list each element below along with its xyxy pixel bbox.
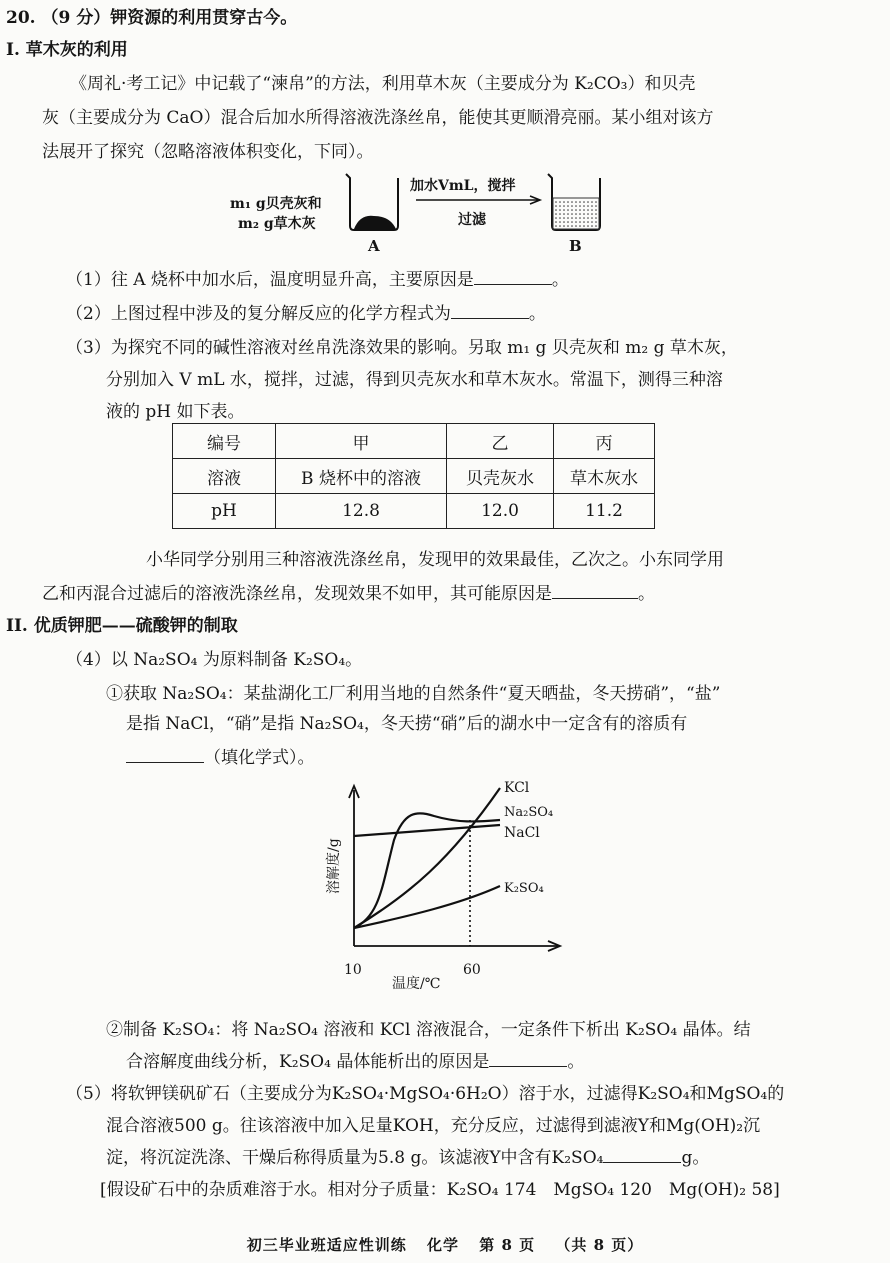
q5-line-3 [106, 1146, 709, 1170]
q2 [66, 302, 546, 326]
q3-line-3: 液的 pH 如下表。 [106, 402, 245, 422]
q2-text: （2）上图过程中涉及的复分解反应的化学方程式为 [66, 304, 451, 324]
q4-sub1-line-3 [126, 746, 315, 770]
arrow-top-label: 加水VmL，搅拌 [410, 178, 516, 194]
beaker-b-label: B [569, 237, 582, 255]
after-table-line-2 [42, 582, 655, 606]
intro-line-3: 法展开了探究（忽略溶液体积变化，下同）。 [42, 142, 374, 162]
footer-exam: 初三毕业班适应性训练 [246, 1236, 407, 1254]
q2-answer-blank[interactable] [451, 302, 529, 319]
section2-heading: II. 优质钾肥——硫酸钾的制取 [6, 616, 238, 636]
table-row [173, 459, 655, 494]
series-line-nacl [354, 825, 500, 836]
q4-sub2-end: 。 [567, 1052, 585, 1072]
q3-answer-blank[interactable] [552, 582, 638, 599]
section1-heading: I. 草木灰的利用 [6, 40, 128, 60]
q1 [66, 268, 569, 292]
table-cell: 甲 [276, 424, 447, 459]
q3-line-1: （3）为探究不同的碱性溶液对丝帛洗涤效果的影响。另取 m₁ g 贝壳灰和 m₂ g 草木灰， [66, 338, 738, 358]
question-header [6, 6, 297, 30]
q4-sub1-line-1: ①获取 Na₂SO₄：某盐湖化工厂利用当地的自然条件“夏天晒盐，冬天捞硝”，“盐” [106, 684, 721, 704]
table-cell: B 烧杯中的溶液 [276, 459, 447, 494]
q4-sub1-end: （填化学式）。 [204, 748, 315, 768]
question-points: （9 分） [41, 8, 111, 28]
footer-total: （共 8 页） [555, 1236, 644, 1254]
x-axis-label: 温度/℃ [392, 976, 441, 992]
x-tick-label: 10 [344, 962, 362, 978]
figure-left-label-1: m₁ g贝壳灰和 [230, 196, 322, 212]
q4-1-answer-blank[interactable] [126, 746, 204, 763]
y-axis-label: 溶解度/g [326, 838, 342, 894]
beaker-a-icon [346, 174, 398, 230]
footer-subject: 化学 [426, 1236, 459, 1254]
q5-text: 淀，将沉淀洗涤、干燥后称得质量为5.8 g。该滤液Y中含有K₂SO₄ [106, 1148, 604, 1168]
table-row [173, 424, 655, 459]
beaker-b-icon [548, 174, 600, 230]
q4-sub1-line-2: 是指 NaCl，“硝”是指 Na₂SO₄，冬天捞“硝”后的湖水中一定含有的溶质有 [126, 714, 688, 734]
table-cell: 草木灰水 [554, 459, 655, 494]
question-title: 钾资源的利用贯穿古今。 [110, 8, 298, 28]
figure-left-label-2: m₂ g草木灰 [238, 216, 316, 232]
q4-sub2-line-2 [126, 1050, 584, 1074]
table-row [173, 494, 655, 529]
arrow-bottom-label: 过滤 [458, 212, 486, 228]
q4-2-answer-blank[interactable] [489, 1050, 567, 1067]
q5-line-1: （5）将软钾镁矾矿石（主要成分为K₂SO₄·MgSO₄·6H₂O）溶于水，过滤得K₂SO₄和MgSO₄的 [66, 1084, 785, 1104]
q5-line-4: [假设矿石中的杂质难溶于水。相对分子质量：K₂SO₄ 174 MgSO₄ 120 Mg(OH)₂ 58] [100, 1180, 780, 1200]
series-label-nacl: NaCl [504, 825, 540, 841]
q1-answer-blank[interactable] [474, 268, 552, 285]
table-cell: 乙 [447, 424, 554, 459]
table-cell: 11.2 [554, 494, 655, 529]
series-label-k2so4: K₂SO₄ [504, 881, 544, 896]
q4-line-1: （4）以 Na₂SO₄ 为原料制备 K₂SO₄。 [66, 650, 363, 670]
table-cell: 编号 [173, 424, 276, 459]
beaker-a-label: A [368, 237, 380, 255]
page-footer [0, 1234, 890, 1255]
q5-end: g。 [681, 1148, 710, 1168]
solubility-chart [320, 776, 590, 998]
table-cell: 贝壳灰水 [447, 459, 554, 494]
after-table-line-1: 小华同学分别用三种溶液洗涤丝帛，发现甲的效果最佳，乙次之。小东同学用 [146, 550, 724, 570]
series-label-kcl: KCl [504, 780, 530, 796]
footer-page: 第 8 页 [479, 1236, 536, 1254]
x-tick-label: 60 [463, 962, 481, 978]
intro-line-2: 灰（主要成分为 CaO）混合后加水所得溶液洗涤丝帛，能使其更顺滑亮丽。某小组对该方 [42, 108, 714, 128]
after-table-end: 。 [638, 584, 655, 604]
intro-line-1: 《周礼·考工记》中记载了“湅帛”的方法，利用草木灰（主要成分为 K₂CO₃）和贝壳 [70, 74, 696, 94]
q1-end: 。 [551, 270, 569, 290]
q3-line-2: 分别加入 V mL 水，搅拌，过滤，得到贝壳灰水和草木灰水。常温下，测得三种溶 [106, 370, 723, 390]
beaker-process-figure [210, 168, 610, 260]
table-cell: 12.0 [447, 494, 554, 529]
table-cell: pH [173, 494, 276, 529]
q1-text: （1）往 A 烧杯中加水后，温度明显升高，主要原因是 [66, 270, 474, 290]
q4-sub2-line-1: ②制备 K₂SO₄：将 Na₂SO₄ 溶液和 KCl 溶液混合，一定条件下析出 K₂SO₄ 晶体。结 [106, 1020, 751, 1040]
table-cell: 溶液 [173, 459, 276, 494]
q5-line-2: 混合溶液500 g。往该溶液中加入足量KOH，充分反应，过滤得到滤液Y和Mg(OH)₂沉 [106, 1116, 761, 1136]
q2-end: 。 [528, 304, 546, 324]
q4-sub2-text: 合溶解度曲线分析，K₂SO₄ 晶体能析出的原因是 [126, 1052, 490, 1072]
table-cell: 12.8 [276, 494, 447, 529]
ph-table [172, 423, 655, 529]
table-cell: 丙 [554, 424, 655, 459]
question-number: 20. [6, 8, 36, 28]
series-label-na2so4: Na₂SO₄ [504, 805, 554, 820]
after-table-text: 乙和丙混合过滤后的溶液洗涤丝帛，发现效果不如甲，其可能原因是 [42, 584, 552, 604]
q5-answer-blank[interactable] [603, 1146, 681, 1163]
